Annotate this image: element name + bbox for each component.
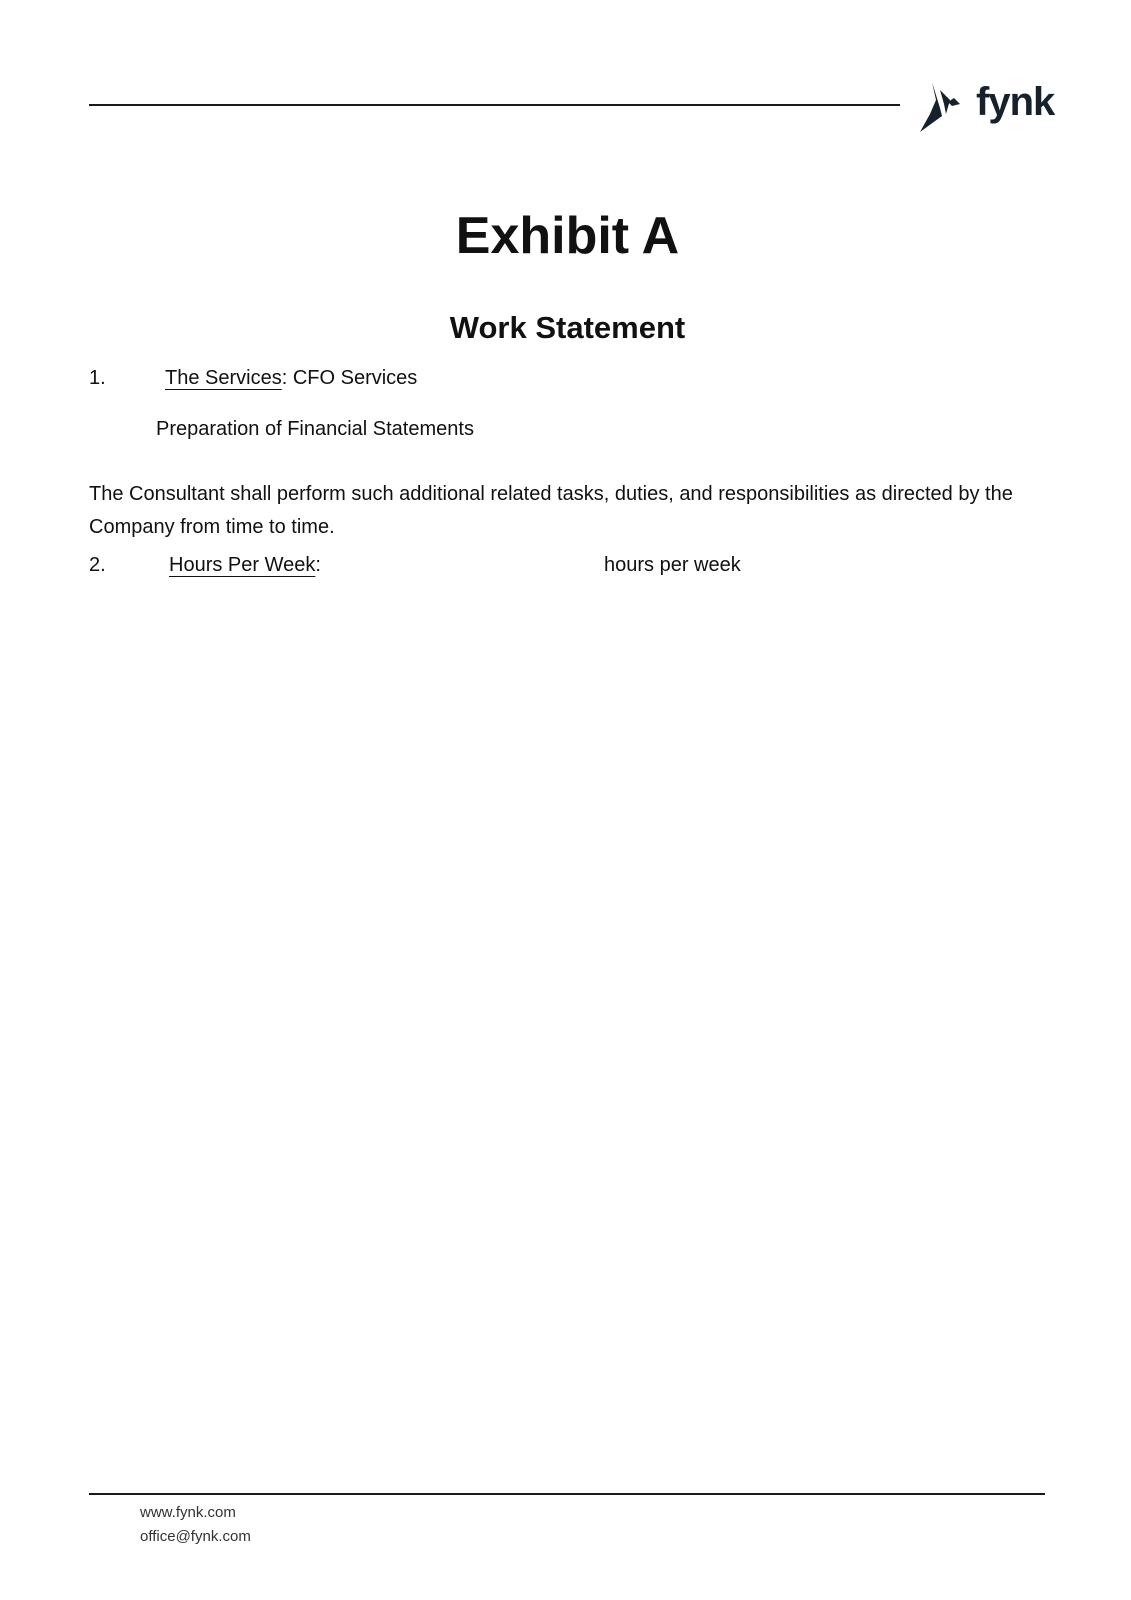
footer-email: office@fynk.com <box>140 1528 251 1545</box>
footer-website: www.fynk.com <box>140 1504 236 1521</box>
item-number: 1. <box>89 367 106 389</box>
document-title: Exhibit A <box>455 207 680 265</box>
bird-logo-icon <box>920 80 970 136</box>
header-divider <box>89 104 900 106</box>
item-value: CFO Services <box>287 367 418 389</box>
body-paragraph: The Consultant shall perform such additional related tasks, duties, and responsibilities as directed by the Company from time to time. <box>89 483 1013 538</box>
item-text <box>169 551 321 579</box>
item-label: The Services <box>165 367 282 389</box>
item-text <box>165 364 417 392</box>
item-label: Hours Per Week <box>169 554 316 576</box>
item-detail: Preparation of Financial Statements <box>156 418 474 440</box>
item-separator: : <box>281 367 288 389</box>
document-subtitle: Work Statement <box>449 310 686 345</box>
fynk-logo <box>920 80 1055 136</box>
item-value: hours per week <box>604 554 741 576</box>
footer-divider <box>89 1493 1045 1495</box>
brand-name: fynk <box>976 80 1055 124</box>
item-number: 2. <box>89 554 106 576</box>
item-separator: : <box>315 554 321 576</box>
